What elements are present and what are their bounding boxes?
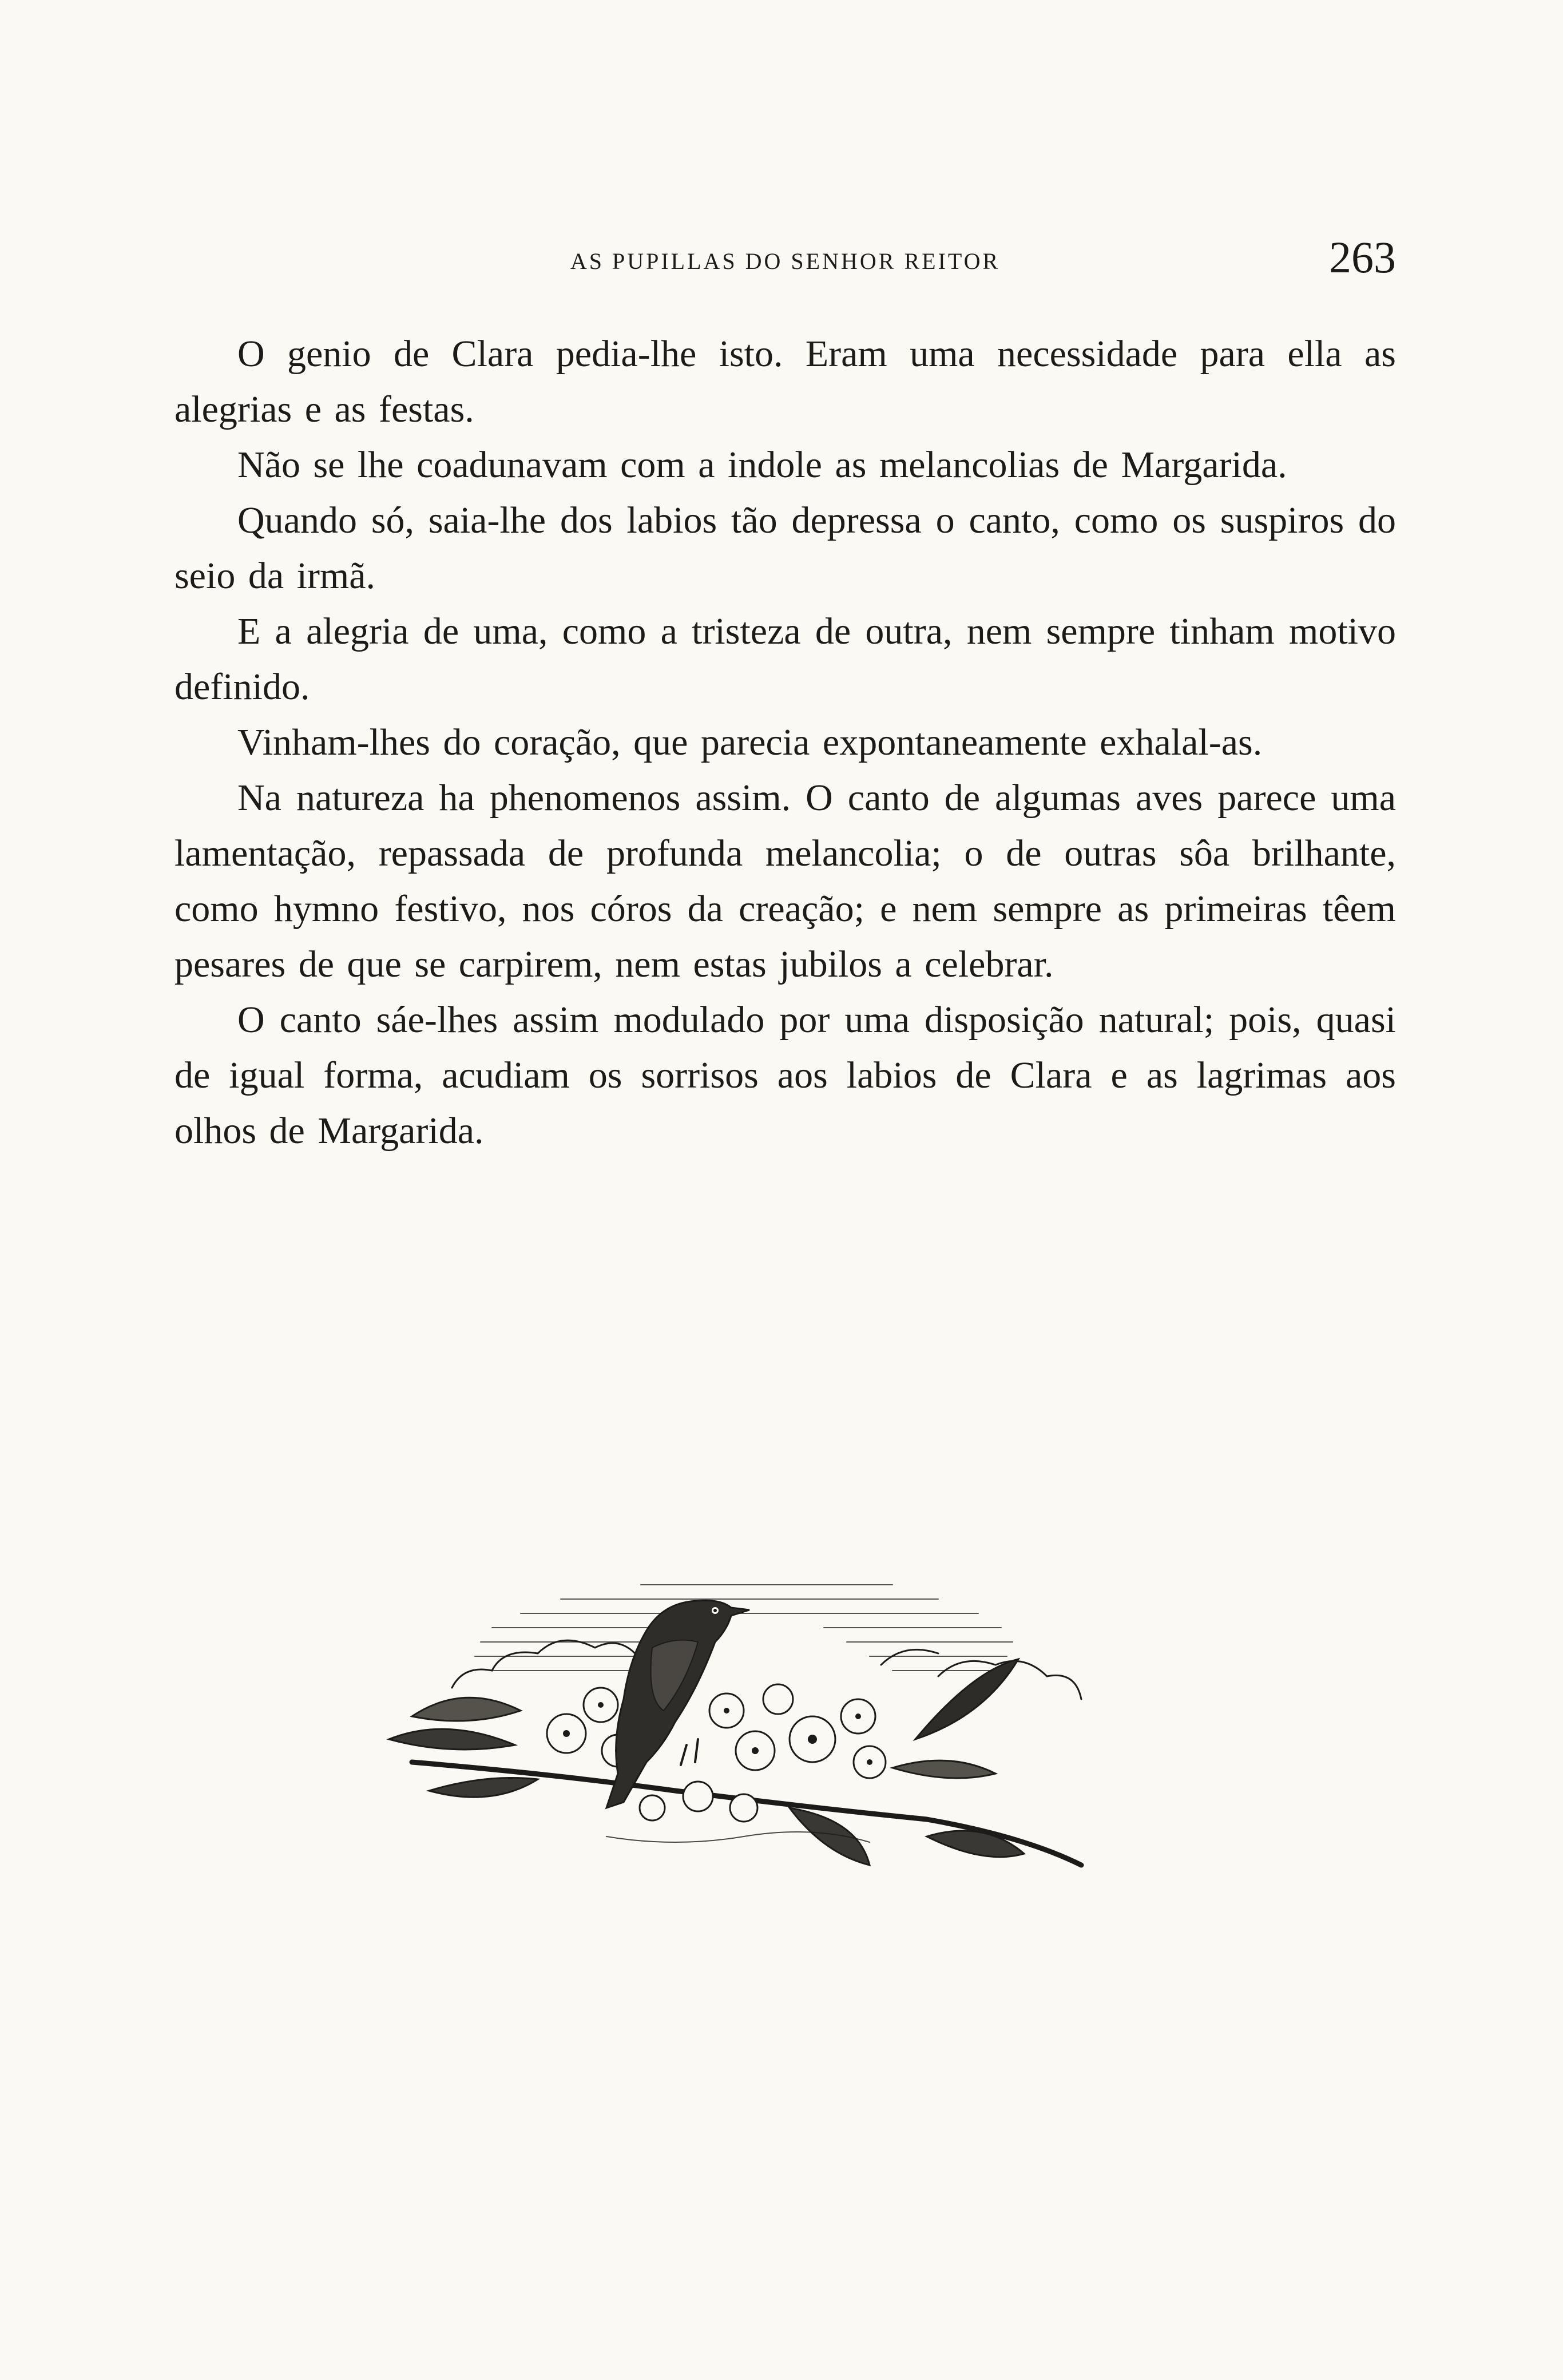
paragraph: E a alegria de uma, como a tristeza de outra, nem sempre tinham motivo definido. — [174, 610, 1396, 708]
paragraph: Quando só, saia-lhe dos labios tão depressa o canto, como os suspiros do seio da irmã. — [174, 499, 1396, 597]
body-text — [174, 326, 1396, 1159]
blossoms — [547, 1684, 886, 1822]
leaves — [389, 1659, 1024, 1865]
paragraph: Não se lhe coadunavam com a indole as melancolias de Margarida. — [237, 444, 1287, 486]
sky-hatching — [475, 1585, 1013, 1671]
paragraph: O genio de Clara pedia-lhe isto. Eram uma necessidade para ella as alegrias e as festas. — [174, 333, 1396, 430]
paragraph: Na natureza ha phenomenos assim. O canto de algumas aves parece uma lamentação, repassada de profunda melancolia; o de outras sôa brilhante, como hymno festivo, nos córos da creação; e nem sempre as primeiras têem pesares de que se carpirem, nem estas jubilos a celebrar. — [174, 777, 1396, 985]
running-title: AS PUPILLAS DO SENHOR REITOR — [570, 248, 1001, 274]
running-head — [174, 232, 1396, 289]
bird-on-blossom-branch-vignette — [378, 1568, 1167, 1888]
paragraph: Vinham-lhes do coração, que parecia expontaneamente exhalal-as. — [237, 721, 1263, 763]
paragraph: O canto sáe-lhes assim modulado por uma disposição natural; pois, quasi de igual forma, acudiam os sorrisos aos labios de Clara e as lagrimas aos olhos de Margarida. — [174, 999, 1396, 1152]
page-number: 263 — [1329, 232, 1396, 282]
